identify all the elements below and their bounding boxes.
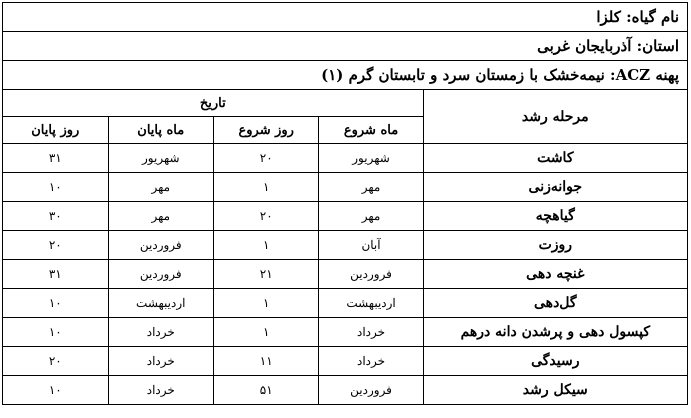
table-row: [3, 202, 688, 231]
cell-start-month: فروردین: [319, 260, 423, 289]
cell-stage: کاشت: [423, 144, 687, 173]
cell-start-month: آبان: [319, 231, 423, 260]
column-header-date: تاریخ: [3, 90, 424, 117]
cell-end-day: ۲۰: [3, 347, 109, 376]
cell-stage: کپسول دهی و پرشدن دانه درهم: [423, 318, 687, 347]
cell-start-month: اردیبهشت: [319, 289, 423, 318]
table-row: [3, 231, 688, 260]
table-row: [3, 347, 688, 376]
table-row: [3, 173, 688, 202]
cell-end-day: ۱۰: [3, 318, 109, 347]
cell-end-month: مهر: [108, 173, 213, 202]
column-header-end-day: روز پایان: [3, 117, 109, 144]
cell-end-month: فروردین: [108, 231, 213, 260]
table-row: [3, 318, 688, 347]
cell-end-month: فروردین: [108, 260, 213, 289]
cell-start-day: ۱: [214, 173, 319, 202]
growth-stage-table: [2, 90, 688, 405]
column-header-start-day: روز شروع: [214, 117, 319, 144]
cell-end-month: خرداد: [108, 318, 213, 347]
cell-end-month: اردیبهشت: [108, 289, 213, 318]
column-header-end-month: ماه پایان: [108, 117, 213, 144]
table-row: [3, 376, 688, 405]
cell-start-day: ۵۱: [214, 376, 319, 405]
header-table: [2, 2, 688, 90]
cell-start-month: فروردین: [319, 376, 423, 405]
table-row: [3, 260, 688, 289]
column-header-start-month: ماه شروع: [319, 117, 423, 144]
cell-start-day: ۱۱: [214, 347, 319, 376]
cell-end-month: شهریور: [108, 144, 213, 173]
cell-stage: غنچه دهی: [423, 260, 687, 289]
column-header-stage: مرحله رشد: [423, 90, 687, 144]
cell-end-month: خرداد: [108, 376, 213, 405]
cell-end-day: ۱۰: [3, 289, 109, 318]
cell-stage: روزت: [423, 231, 687, 260]
cell-start-month: خرداد: [319, 318, 423, 347]
cell-end-day: ۲۰: [3, 231, 109, 260]
cell-start-month: خرداد: [319, 347, 423, 376]
plant-name-line: نام گیاه: کلزا: [3, 3, 688, 32]
cell-stage: گل‌دهی: [423, 289, 687, 318]
cell-end-day: ۱۰: [3, 173, 109, 202]
cell-stage: جوانه‌زنی: [423, 173, 687, 202]
cell-start-day: ۲۰: [214, 144, 319, 173]
cell-stage: رسیدگی: [423, 347, 687, 376]
cell-start-month: مهر: [319, 173, 423, 202]
cell-end-day: ۳۱: [3, 260, 109, 289]
cell-stage: سیکل رشد: [423, 376, 687, 405]
cell-stage: گیاهچه: [423, 202, 687, 231]
cell-start-day: ۲۱: [214, 260, 319, 289]
cell-start-day: ۱: [214, 318, 319, 347]
cell-end-month: خرداد: [108, 347, 213, 376]
table-row: [3, 289, 688, 318]
table-row: [3, 144, 688, 173]
province-line: استان: آذربایجان غربی: [3, 32, 688, 61]
cell-start-day: ۱: [214, 289, 319, 318]
cell-end-day: ۳۰: [3, 202, 109, 231]
cell-start-month: مهر: [319, 202, 423, 231]
cell-end-month: مهر: [108, 202, 213, 231]
cell-start-day: ۲۰: [214, 202, 319, 231]
cell-end-day: ۱۰: [3, 376, 109, 405]
document-page: [2, 2, 688, 415]
cell-start-day: ۱: [214, 231, 319, 260]
cell-end-day: ۳۱: [3, 144, 109, 173]
zone-line: پهنه ACZ: نیمه‌خشک با زمستان سرد و تابستان گرم (۱): [3, 61, 688, 90]
cell-start-month: شهریور: [319, 144, 423, 173]
